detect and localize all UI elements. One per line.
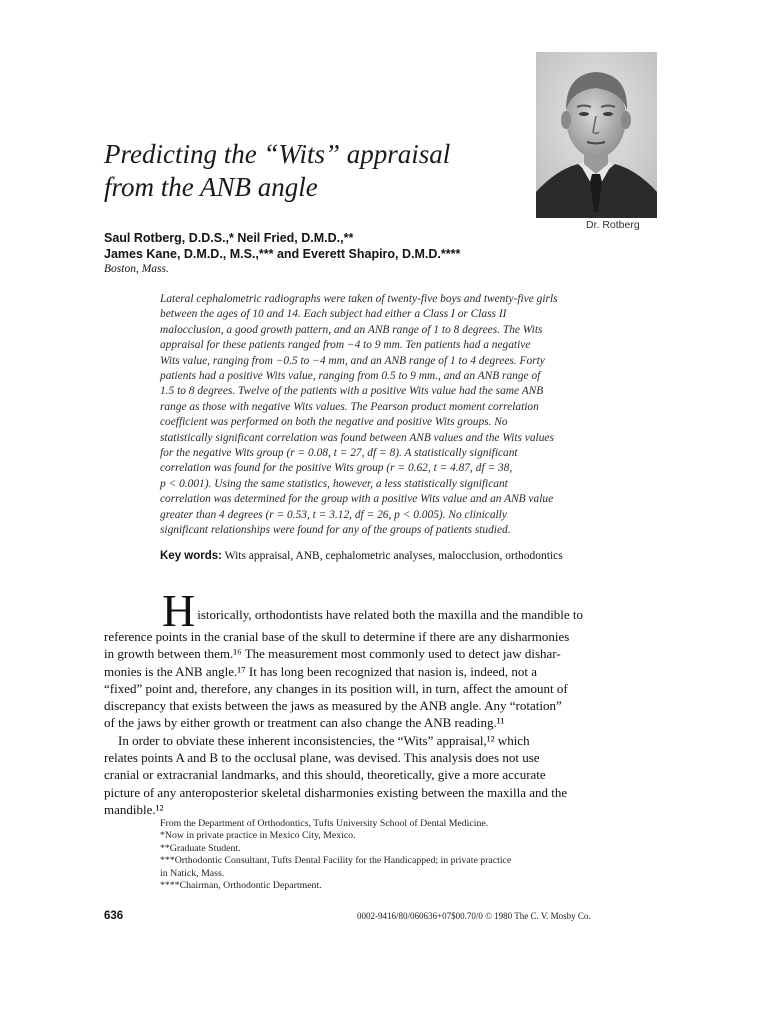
article-title [104,138,524,204]
author-photo [536,52,657,218]
body-line: monies is the ANB angle.¹⁷ It has long been recognized that nasion is, indeed, not a [104,663,537,679]
abstract-line: significant relationships were found for any of the groups of patients studied. [160,524,511,537]
footnote: in Natick, Mass. [160,867,225,879]
body-line: of the jaws by either growth or treatment can also change the ANB reading.¹¹ [104,715,505,731]
abstract-line: Wits value, ranging from −0.5 to −4 mm, and an ANB range of 1 to 4 degrees. Forty [160,354,545,367]
photo-caption: Dr. Rotberg [586,219,640,231]
footnotes [160,818,630,892]
author-line-1: Saul Rotberg, D.D.S.,* Neil Fried, D.M.D.,** [104,231,354,245]
title-line-1: Predicting the “Wits” appraisal [104,139,451,169]
body-line: In order to obviate these inherent inconsistencies, the “Wits” appraisal,¹² which [118,732,530,748]
body-line: mandible.¹² [104,801,164,817]
footnote: **Graduate Student. [160,842,241,854]
abstract-line: coefficient was performed on both the negative and positive Wits groups. No [160,416,508,429]
body-text [104,585,664,818]
abstract-line: between the ages of 10 and 14. Each subject had either a Class I or Class II [160,308,507,321]
keywords-label: Key words: [160,550,222,562]
author-list [104,230,534,262]
abstract-line: p < 0.001). Using the same statistics, however, a less statistically significant [160,477,508,490]
body-line: reference points in the cranial base of the skull to determine if there are any disharmonies [104,629,570,644]
footnote: *Now in private practice in Mexico City, Mexico. [160,830,356,842]
body-line: picture of any anteroposterior skeletal disharmonies existing between the maxilla and the [104,784,568,800]
drop-cap: H [162,585,196,636]
portrait-image [536,52,657,218]
body-line: relates points A and B to the occlusal plane, was devised. This analysis does not use [104,750,540,766]
footnote: ****Chairman, Orthodontic Department. [160,880,322,892]
abstract-line: greater than 4 degrees (r = 0.53, t = 3.12, df = 26, p < 0.005). No clinically [160,508,507,521]
abstract-line: correlation was determined for the group with a positive Wits value and an ANB value [160,493,554,506]
body-line: cranial or extracranial landmarks, and this should, theoretically, give a more accurate [104,767,546,783]
author-line-2: James Kane, D.M.D., M.S.,*** and Everett Shapiro, D.M.D.**** [104,247,461,261]
body-line: “fixed” point and, therefore, any changes in its position will, in turn, affect the amount of [104,680,568,696]
keywords-text: Wits appraisal, ANB, cephalometric analyses, malocclusion, orthodontics [224,550,563,562]
abstract-line: for the negative Wits group (r = 0.08, t = 27, df = 8). A statistically significant [160,447,518,460]
abstract-line: correlation was found for the positive Wits group (r = 0.62, t = 4.87, df = 38, [160,462,513,475]
paragraph-1 [104,585,664,732]
title-line-2: from the ANB angle [104,172,318,202]
abstract-line: malocclusion, a good growth pattern, and an ANB range of 1 to 8 degrees. The Wits [160,323,543,336]
abstract-line: 1.5 to 8 degrees. Twelve of the patients with a positive Wits value had the same ANB [160,385,544,398]
copyright-line: 0002-9416/80/060636+07$00.70/0 © 1980 The C. V. Mosby Co. [357,911,591,921]
abstract-line: patients had a positive Wits value, ranging from 0.5 to 9 mm., and an ANB range of [160,370,541,383]
body-line: discrepancy that exists between the jaws as measured by the ANB angle. Any “rotation” [104,698,562,714]
body-line: in growth between them.¹⁶ The measurement most commonly used to detect jaw dishar- [104,646,561,662]
abstract [160,292,660,539]
paragraph-2 [104,732,664,818]
page-number: 636 [104,910,124,922]
abstract-line: statistically significant correlation was found between ANB values and the Wits values [160,431,554,444]
footnote: From the Department of Orthodontics, Tufts University School of Dental Medicine. [160,818,489,829]
body-line: istorically, orthodontists have related both the maxilla and the mandible to [197,607,584,622]
abstract-line: Lateral cephalometric radiographs were taken of twenty-five boys and twenty-five girls [160,293,558,305]
footnote: ***Orthodontic Consultant, Tufts Dental Facility for the Handicapped; in private practice [160,855,512,867]
author-location: Boston, Mass. [104,263,169,275]
keywords [160,550,563,562]
abstract-line: range as those with negative Wits values. The Pearson product moment correlation [160,400,539,413]
abstract-line: appraisal for these patients ranged from −4 to 9 mm. Ten patients had a negative [160,339,531,352]
